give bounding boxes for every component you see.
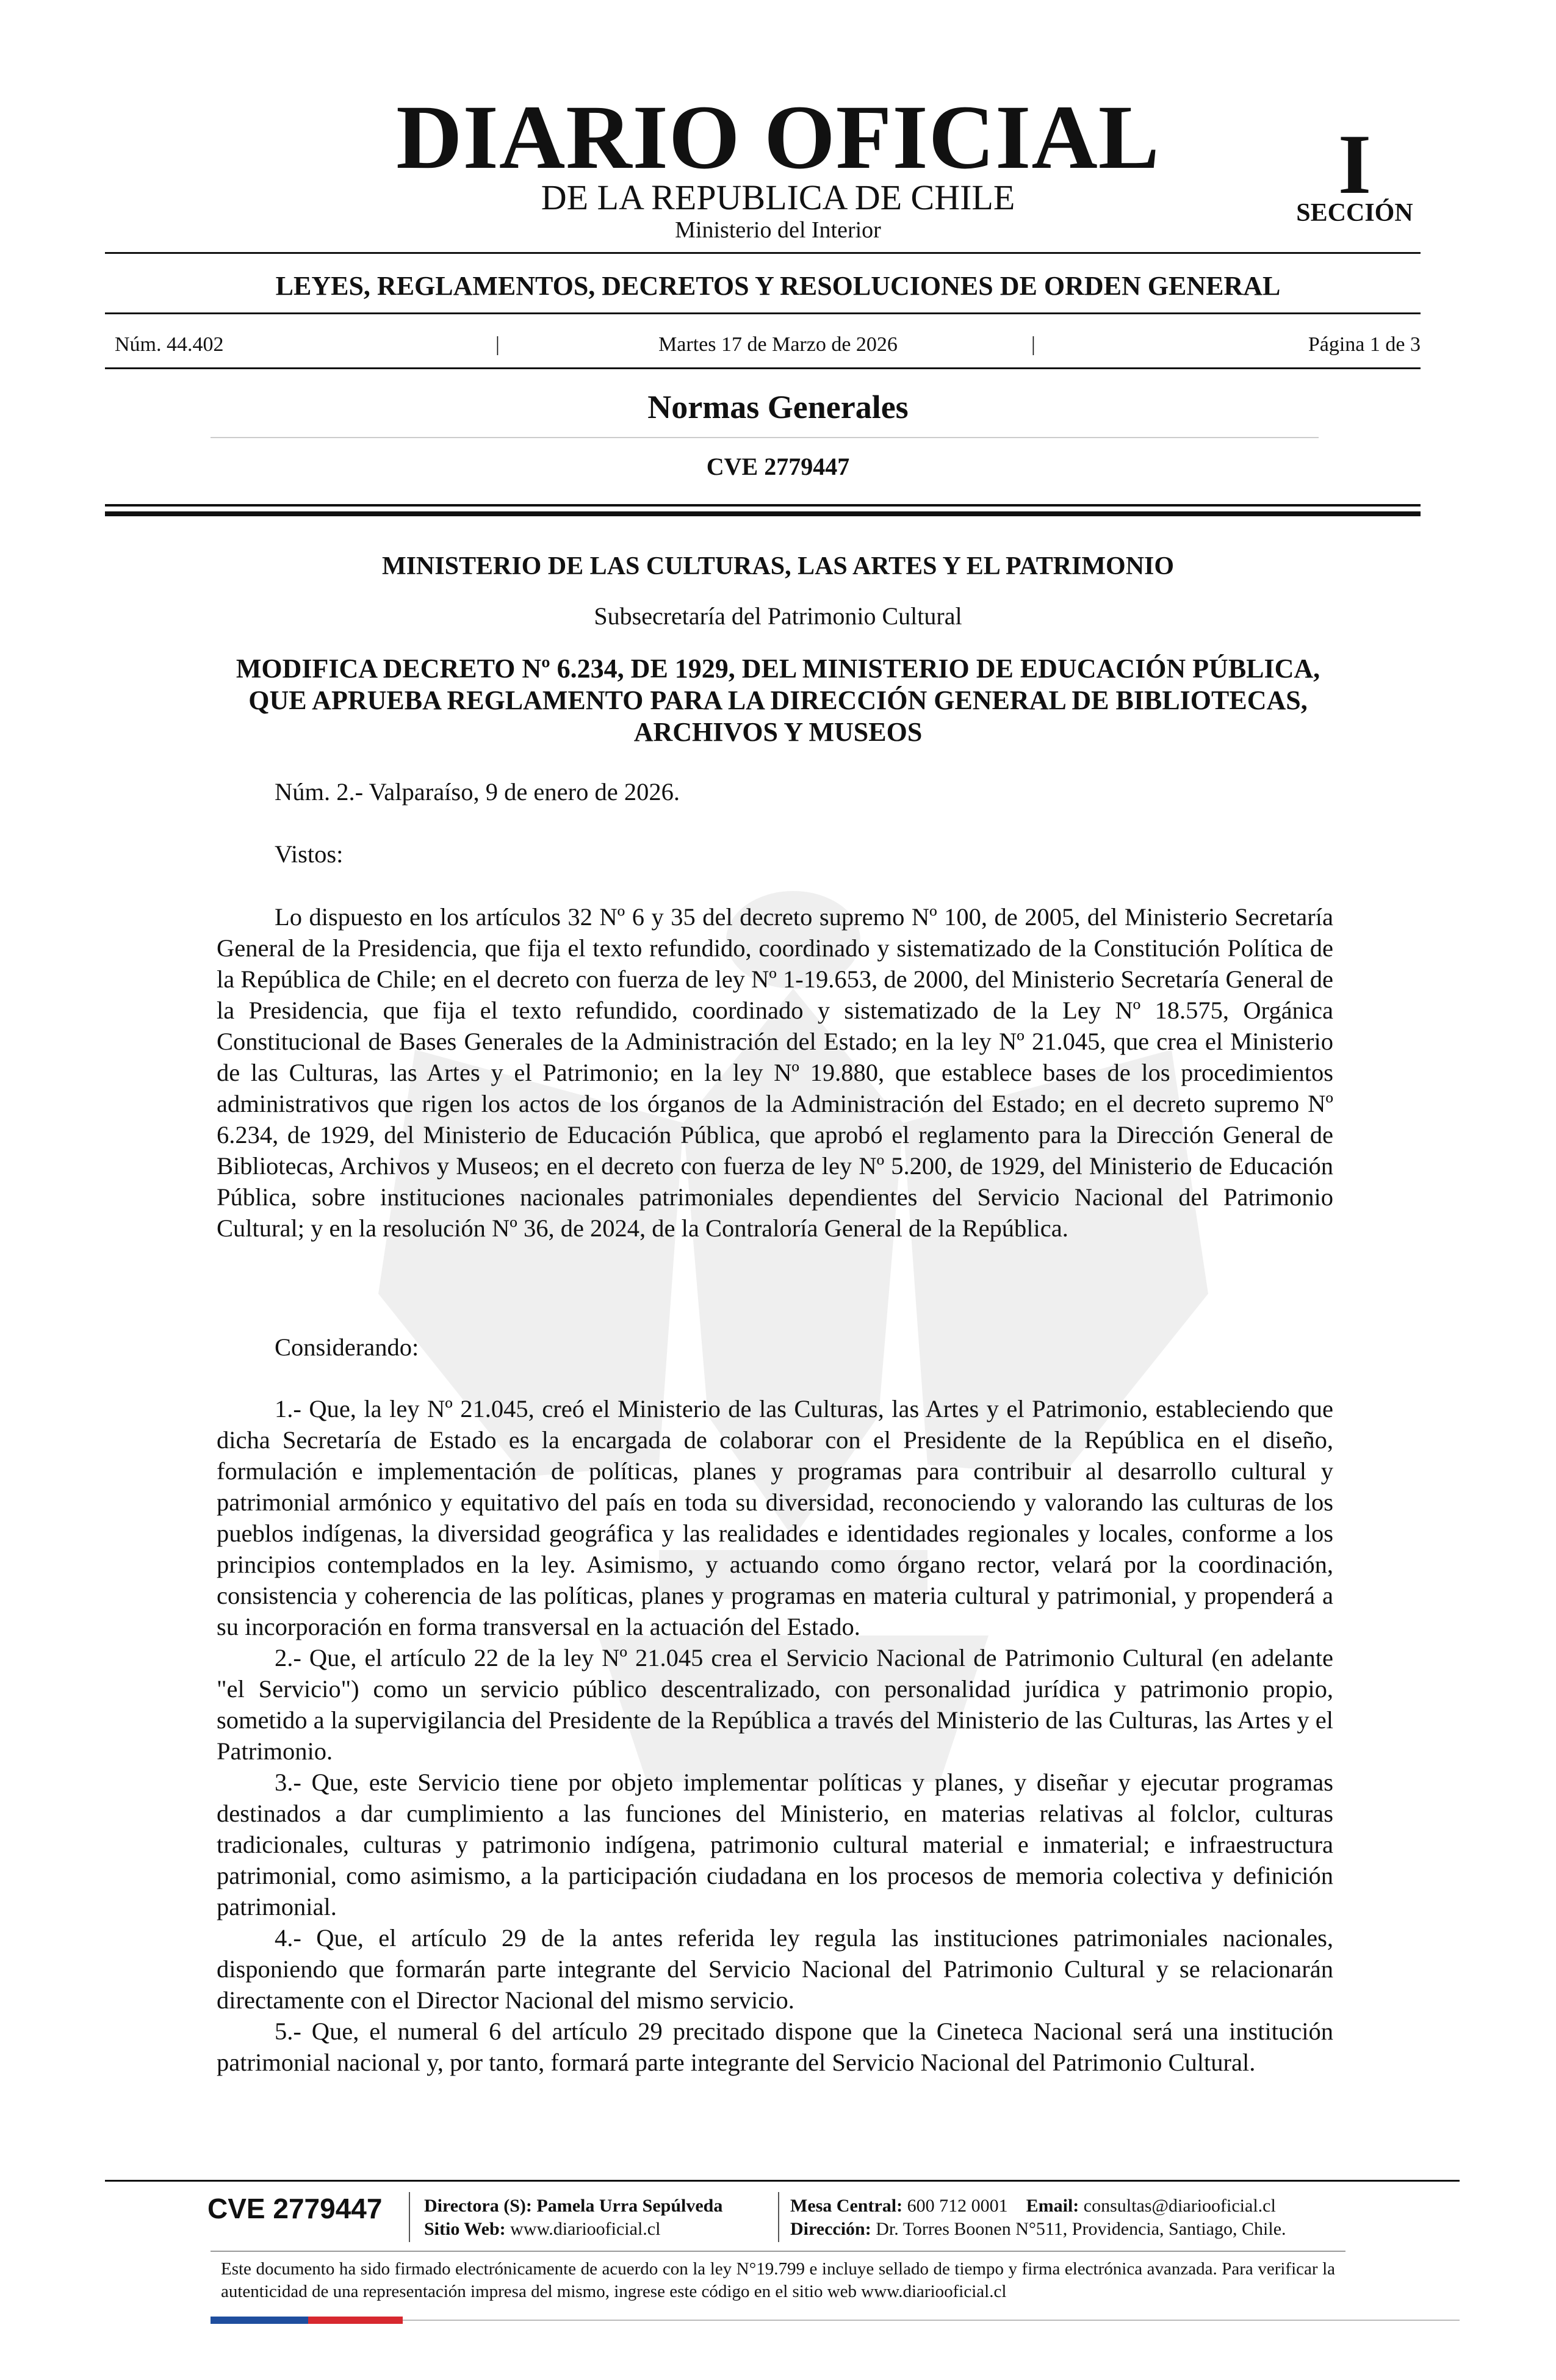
directora-label: Directora (S): [424,2196,532,2216]
flag-stripe-blue [211,2317,308,2324]
considerando-item: 1.- Que, la ley Nº 21.045, creó el Ministerio de las Culturas, las Artes y el Patrimonio, estableciendo que dicha Secretaría de Estado es la encargada de colaborar con el Presidente de la República en el diseño, formulación e implementación de políticas, planes y programas para contribuir al desarrollo cultural y patrimonial armónico y equitativo del país en toda su diversidad, reconociendo y valorando las culturas de los pueblos indígenas, la diversidad geográfica y las realidades e identidades regionales y locales, conforme a los principios contemplados en la ley. Asimismo, y actuando como órgano rector, velará por la coordinación, consistencia y coherencia de las políticas, planes y programas en materia cultural y patrimonial, y propenderá a su incorporación en forma transversal en la actuación del Estado. [217,1395,1333,1640]
considerandos-list [217,1393,1333,2078]
masthead-title: DIARIO OFICIAL [396,87,1160,188]
issue-number: Núm. 44.402 [115,333,224,356]
info-separator: | [495,333,500,356]
direccion-value: Dr. Torres Boonen N°511, Providencia, Santiago, Chile. [876,2219,1286,2239]
info-separator: | [1031,333,1036,356]
footer-separator [778,2192,779,2242]
page-indicator: Página 1 de 3 [1308,333,1421,356]
cve-code: CVE 2779447 [706,453,850,480]
footer-separator [409,2192,410,2242]
email-label: Email: [1026,2196,1079,2216]
footer-contact-right [790,2194,1286,2241]
cve-rule-top [105,504,1421,507]
info-bar-rule [105,367,1421,369]
header-band-rule [105,312,1421,314]
footer-rule [105,2180,1460,2182]
sitio-label: Sitio Web: [424,2219,506,2239]
vistos-paragraph: Lo dispuesto en los artículos 32 Nº 6 y 35 del decreto supremo Nº 100, de 2005, del Ministerio Secretaría General de la Presidencia, que fija el texto refundido, coordinado y sistematizado de la Constitución Política de la República de Chile; en el decreto con fuerza de ley Nº 1-19.653, de 2000, del Ministerio Secretaría General de la Presidencia, que fija el texto refundido, coordinado y sistematizado de la Ley Nº 18.575, Orgánica Constitucional de Bases Generales de la Administración del Estado; en la ley Nº 21.045, que crea el Ministerio de las Culturas, las Artes y el Patrimonio; en la ley Nº 19.880, que establece bases de los procedimientos administrativos que rigen los actos de los órganos de la Administración del Estado; en el decreto supremo Nº 6.234, de 1929, del Ministerio de Educación Pública, que aprobó el reglamento para la Dirección General de Bibliotecas, Archivos y Museos; en el decreto con fuerza de ley Nº 5.200, de 1929, del Ministerio de Educación Pública, sobre instituciones nacionales patrimoniales dependientes del Servicio Nacional del Patrimonio Cultural; y en la resolución Nº 36, de 2024, de la Contraloría General de la República. [217,903,1333,1242]
section-numeral: I [1338,117,1372,212]
issue-date: Martes 17 de Marzo de 2026 [658,333,898,356]
email-link[interactable]: consultas@diariooficial.cl [1083,2196,1276,2216]
vistos-label: Vistos: [275,840,344,868]
normas-title: Normas Generales [647,389,909,425]
considerando-label: Considerando: [275,1333,419,1361]
decree-title: MODIFICA DECRETO Nº 6.234, DE 1929, DEL MINISTERIO DE EDUCACIÓN PÚBLICA, QUE APRUEBA REGLAMENTO PARA LA DIRECCIÓN GENERAL DE BIBLIOTECAS, ARCHIVOS Y MUSEOS [236,654,1320,747]
considerando-item: 5.- Que, el numeral 6 del artículo 29 precitado dispone que la Cineteca Nacional será una institución patrimonial nacional y, por tanto, formará parte integrante del Servicio Nacional del Patrimonio Cultural. [217,2018,1333,2076]
directora-name: Pamela Urra Sepúlveda [536,2196,723,2216]
direccion-label: Dirección: [790,2219,871,2239]
footer-contact-left [424,2194,722,2241]
subsecretaria: Subsecretaría del Patrimonio Cultural [594,602,962,630]
considerando-item: 4.- Que, el artículo 29 de la antes referida ley regula las instituciones patrimoniales nacionales, disponiendo que formarán parte integrante del Servicio Nacional del Patrimonio Cultural y se relacionarán directamente con el Director Nacional del mismo servicio. [217,1924,1333,2014]
masthead-rule [105,252,1421,254]
normas-underline [211,437,1319,438]
sitio-link[interactable]: www.diariooficial.cl [510,2219,661,2239]
considerando-item: 3.- Que, este Servicio tiene por objeto implementar políticas y planes, y diseñar y ejecutar programas destinados a dar cumplimiento a las funciones del Ministerio, en materias relativas al folclor, culturas tradicionales, culturas y patrimonio indígena, patrimonio cultural material e inmaterial; e infraestructura patrimonial, como asimismo, a la participación ciudadana en los procesos de memoria colectiva y definición patrimonial. [217,1769,1333,1920]
masthead-subtitle: DE LA REPUBLICA DE CHILE [541,178,1015,217]
mesa-phone: 600 712 0001 [907,2196,1008,2216]
considerando-item: 2.- Que, el artículo 22 de la ley Nº 21.045 crea el Servicio Nacional de Patrimonio Cultural (en adelante "el Servicio") como un servicio público descentralizado, con personalidad jurídica y patrimonio propio, sometido a la supervigilancia del Presidente de la República a través del Ministerio de las Culturas, las Artes y el Patrimonio. [217,1644,1333,1765]
header-band: LEYES, REGLAMENTOS, DECRETOS Y RESOLUCIONES DE ORDEN GENERAL [275,271,1281,301]
flag-stripe-red [308,2317,403,2324]
masthead-ministry: Ministerio del Interior [675,217,881,243]
signature-note: Este documento ha sido firmado electrónicamente de acuerdo con la ley N°19.799 e incluye sellado de tiempo y firma electrónica avanzada. Para verificar la autenticidad de una representación impresa del mismo, ingrese este código en el sitio web www.diariooficial.cl [221,2259,1335,2301]
issuing-ministry: MINISTERIO DE LAS CULTURAS, LAS ARTES Y EL PATRIMONIO [381,552,1175,580]
footer-note-rule [211,2251,1345,2252]
decree-number-line: Núm. 2.- Valparaíso, 9 de enero de 2026. [275,778,680,806]
mesa-label: Mesa Central: [790,2196,903,2216]
cve-rule-bottom [105,511,1421,516]
flag-line [403,2320,1460,2321]
section-label: SECCIÓN [1296,199,1413,227]
footer-cve-code: CVE 2779447 [207,2193,383,2224]
